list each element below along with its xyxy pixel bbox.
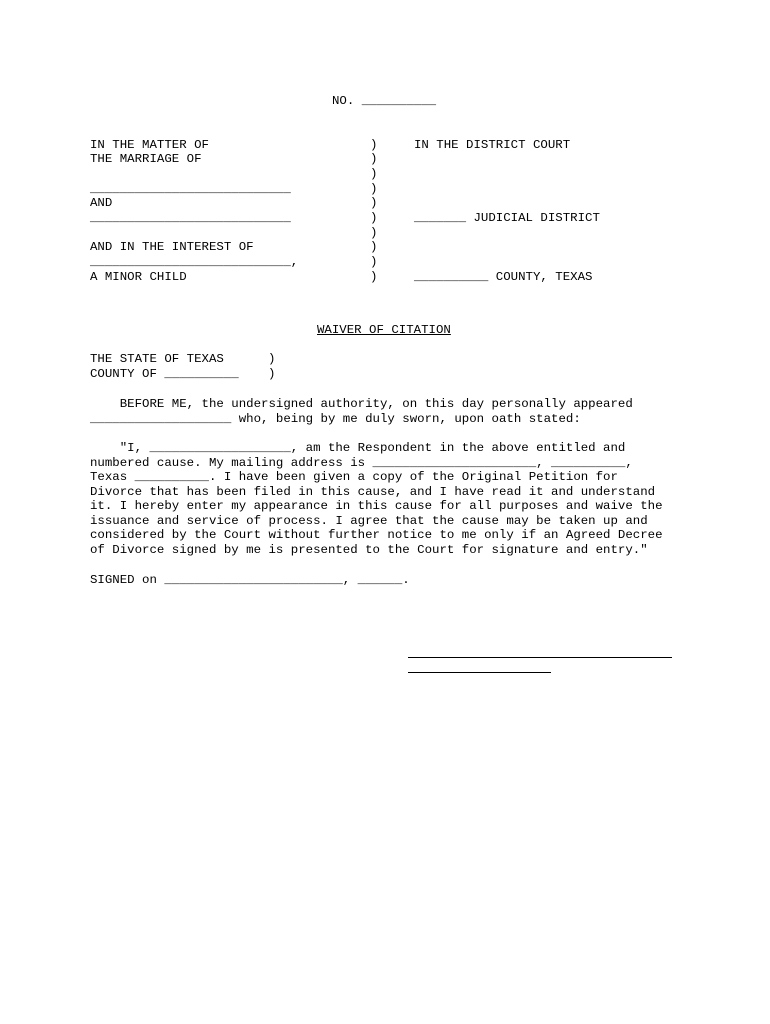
caption-paren: ) — [370, 255, 378, 269]
child-name-blank: ___________________________, — [90, 255, 299, 269]
statement-line: issuance and service of process. I agree that the cause may be taken up and — [90, 514, 648, 528]
court-name: IN THE DISTRICT COURT — [414, 138, 571, 152]
intro-line: BEFORE ME, the undersigned authority, on this day personally appeared — [90, 397, 633, 411]
venue-state: THE STATE OF TEXAS — [90, 352, 224, 366]
venue-county: COUNTY OF __________ — [90, 367, 239, 381]
caption-paren: ) — [370, 240, 378, 254]
respondent-name-blank: ___________________________ — [90, 211, 291, 225]
caption-paren: ) — [370, 138, 378, 152]
caption-paren: ) — [370, 152, 378, 166]
venue-paren: ) — [268, 367, 276, 381]
statement-line: Divorce that has been filed in this cause, and I have read it and understand — [90, 485, 656, 499]
caption-paren: ) — [370, 182, 378, 196]
venue-paren: ) — [268, 352, 276, 366]
caption-paren: ) — [370, 167, 378, 181]
document-title: WAIVER OF CITATION — [317, 323, 451, 337]
caption-paren: ) — [370, 270, 378, 284]
caption-left-2: THE MARRIAGE OF — [90, 152, 202, 166]
caption-paren: ) — [370, 226, 378, 240]
county-texas: __________ COUNTY, TEXAS — [414, 270, 593, 284]
caption-and: AND — [90, 196, 113, 210]
caption-paren: ) — [370, 211, 378, 225]
petitioner-name-blank: ___________________________ — [90, 182, 291, 196]
statement-line: Texas __________. I have been given a copy of the Original Petition for — [90, 470, 618, 484]
caption-interest-of: AND IN THE INTEREST OF — [90, 240, 254, 254]
statement-line: considered by the Court without further notice to me only if an Agreed Decree — [90, 528, 663, 542]
intro-line: ___________________ who, being by me duly sworn, upon oath stated: — [90, 412, 581, 426]
signature-line — [408, 657, 672, 658]
statement-line: numbered cause. My mailing address is ______________________, __________, — [90, 456, 633, 470]
statement-line: "I, ___________________, am the Respondent in the above entitled and — [90, 441, 626, 455]
statement-line: of Divorce signed by me is presented to the Court for signature and entry." — [90, 543, 648, 557]
judicial-district: _______ JUDICIAL DISTRICT — [414, 211, 600, 225]
caption-left-1: IN THE MATTER OF — [90, 138, 209, 152]
caption-paren: ) — [370, 196, 378, 210]
signed-date-line: SIGNED on ________________________, ______. — [90, 573, 410, 587]
signature-name-line — [408, 672, 551, 673]
caption-minor-child: A MINOR CHILD — [90, 270, 187, 284]
case-number: NO. __________ — [332, 94, 437, 108]
statement-line: it. I hereby enter my appearance in this cause for all purposes and waive the — [90, 499, 663, 513]
